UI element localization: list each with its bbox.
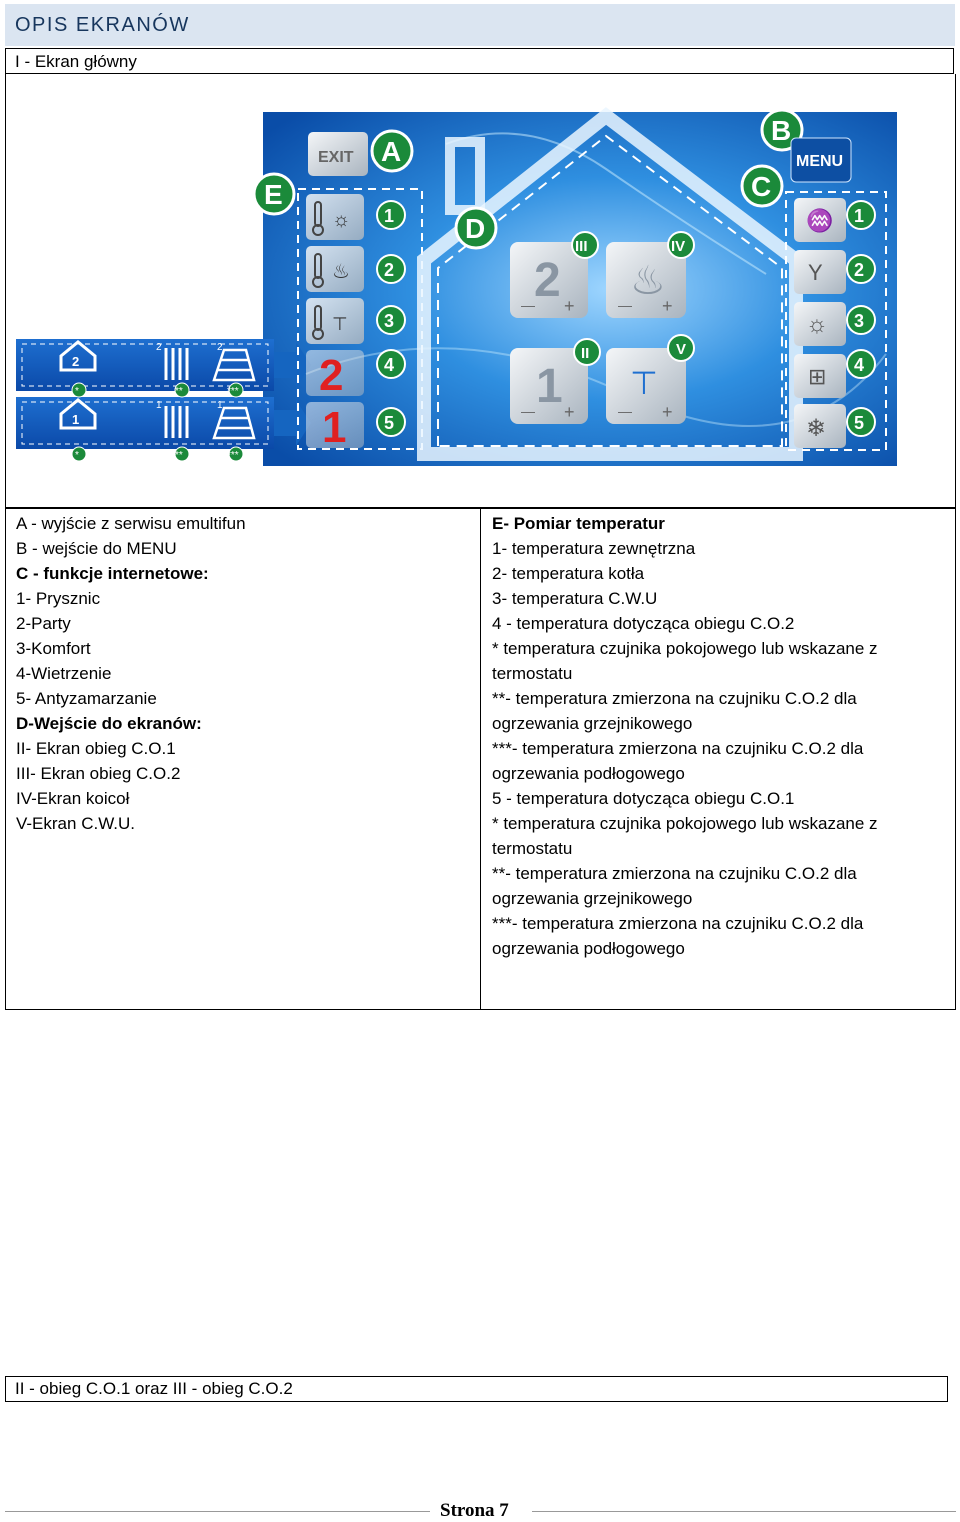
right-num-3: 3 [854,311,865,331]
right-list-line: ***- temperatura zmierzona na czujniku C.O.2 dla [492,739,864,758]
right-list-line: **- temperatura zmierzona na czujniku C.O.2 dla [492,864,857,883]
strip-bottom-num-1: 1 [156,400,162,411]
right-num-4: 4 [854,355,865,375]
right-list-line: 1- temperatura zewnętrzna [492,539,696,558]
right-list-line: * temperatura czujnika pokojowego lub wskazane z [492,814,878,833]
strip-top-num-1: 2 [156,342,162,353]
left-list-line: V-Ekran C.W.U. [16,814,136,833]
right-list-line: ogrzewania grzejnikowego [492,714,693,733]
sun-icon: ☼ [806,311,828,338]
section-title-main-screen: I - Ekran główny [5,48,954,74]
strip-bottom-num-2: 1 [217,400,223,411]
marker-d-label: D [465,213,486,244]
star-1-top: * [75,386,79,397]
tap-icon: ⊤ [630,365,658,401]
flame-icon: ♨ [630,259,666,303]
strip-top-num-2: 2 [217,342,223,353]
screen-illustration-box [5,74,956,508]
plus-icon: + [564,296,575,316]
page-header [5,4,955,46]
tile-co2-num: 2 [534,254,561,307]
roman-v: V [676,341,687,358]
right-list-line: termostatu [492,664,573,683]
minus-icon: — [521,403,535,419]
left-list-line: 5- Antyzamarzanie [16,689,157,708]
strip-bottom-num-0: 1 [72,412,80,427]
controller-screen-illustration [6,74,955,508]
star-2-top: ** [175,386,183,397]
description-table [5,508,956,1010]
tap-icon: ⊤ [332,314,348,334]
big-num-co2: 2 [319,351,344,400]
plus-icon: + [564,402,575,422]
cocktail-icon: Y [808,260,823,285]
left-list-line: 3-Komfort [16,639,91,658]
flame-icon: ♨ [332,261,350,283]
left-num-3: 3 [384,311,395,331]
left-list-line: IV-Ekran koicoł [16,789,130,808]
left-list-line: III- Ekran obieg C.O.2 [16,764,181,783]
right-list-line: 3- temperatura C.W.U [492,589,658,608]
star-2-bottom: ** [175,450,183,461]
left-num-1: 1 [384,206,395,226]
right-list-line: 4 - temperatura dotycząca obiegu C.O.2 [492,614,795,633]
page-footer [0,1500,960,1522]
right-list-line: * temperatura czujnika pokojowego lub wskazane z [492,639,878,658]
left-list-line: A - wyjście z serwisu emultifun [16,514,246,533]
left-num-4: 4 [384,355,395,375]
right-list-line: ***- temperatura zmierzona na czujniku C.O.2 dla [492,914,864,933]
footer-rule-left [5,1511,430,1512]
left-list-line: 2-Party [16,614,71,633]
right-list-line: ogrzewania grzejnikowego [492,889,693,908]
minus-icon: — [618,403,632,419]
left-num-2: 2 [384,260,395,280]
roman-ii: II [581,345,590,362]
left-list-line: C - funkcje internetowe: [16,564,209,583]
section-title-circuits: II - obieg C.O.1 oraz III - obieg C.O.2 [5,1376,948,1402]
left-list-line: D-Wejście do ekranów: [16,714,202,733]
minus-icon: — [521,297,535,313]
left-list-line: B - wejście do MENU [16,539,177,558]
left-description-column [6,509,481,1009]
snowflake-icon: ❄ [806,415,827,442]
right-num-2: 2 [854,260,865,280]
minus-icon: — [618,297,632,313]
menu-label: MENU [796,153,844,170]
right-description-column [481,509,956,1009]
tile-co1-num: 1 [536,360,563,413]
roman-iv: IV [671,238,686,255]
shower-icon: ♒ [806,208,834,233]
right-list-line: ogrzewania podłogowego [492,939,685,958]
right-list-line: **- temperatura zmierzona na czujniku C.O.2 dla [492,689,857,708]
right-list-line: 2- temperatura kotła [492,564,645,583]
left-list-line: II- Ekran obieg C.O.1 [16,739,176,758]
star-3-top: *** [227,386,239,397]
left-num-5: 5 [384,413,395,433]
weather-icon: ☼ [332,209,351,231]
right-list-line: ogrzewania podłogowego [492,764,685,783]
right-num-5: 5 [854,413,865,433]
star-3-bottom: *** [227,450,239,461]
right-list-line: termostatu [492,839,573,858]
footer-rule-right [532,1511,956,1512]
marker-c-label: C [751,171,772,202]
strip-top-num-0: 2 [72,354,80,369]
window-icon: ⊞ [808,364,827,389]
star-markers-row-bottom [72,447,243,461]
left-list-line: 1- Prysznic [16,589,101,608]
right-list-line: E- Pomiar temperatur [492,514,665,533]
page-number: Strona 7 [440,1500,509,1521]
exit-label: EXIT [318,149,354,166]
right-list-line: 5 - temperatura dotycząca obiegu C.O.1 [492,789,795,808]
left-list-line: 4-Wietrzenie [16,664,112,683]
marker-a-label: A [381,136,402,167]
star-1-bottom: * [75,450,79,461]
plus-icon: + [662,296,673,316]
big-num-co1: 1 [322,403,347,452]
page-title: OPIS EKRANÓW [15,14,190,36]
marker-b-label: B [771,115,792,146]
roman-iii: III [575,238,588,255]
right-num-1: 1 [854,206,865,226]
marker-e-label: E [264,179,283,210]
plus-icon: + [662,402,673,422]
